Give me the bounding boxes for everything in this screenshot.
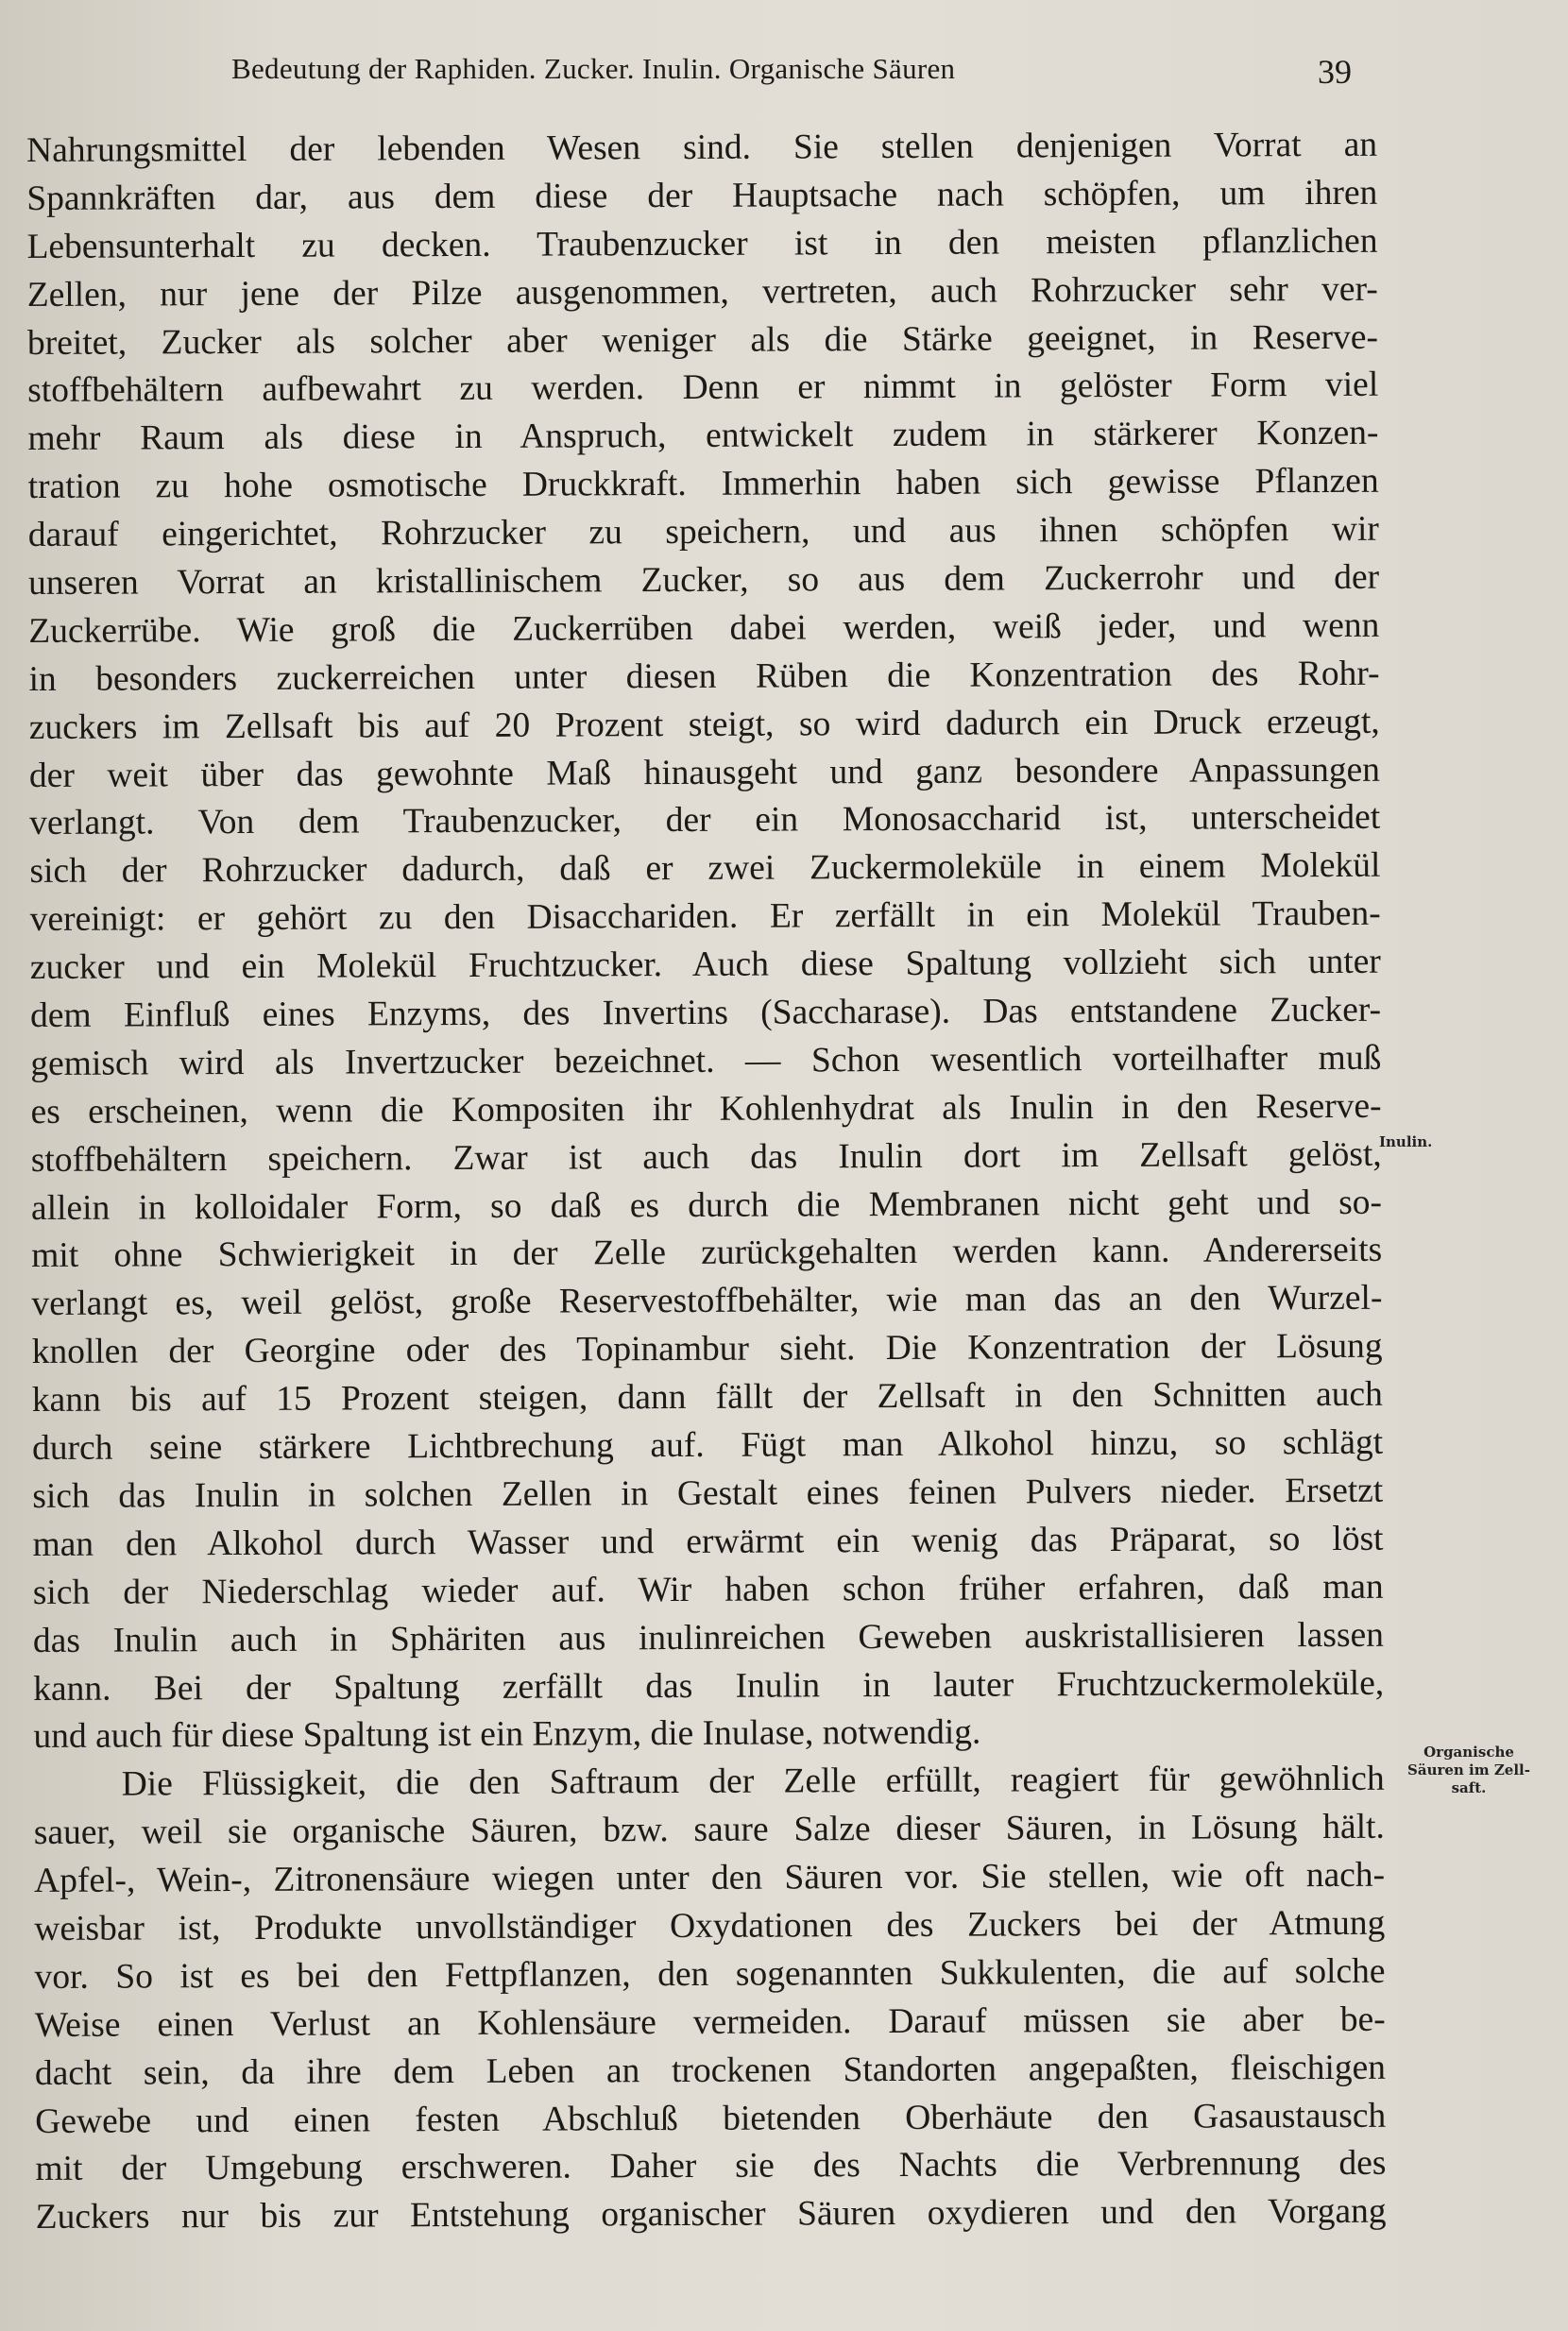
text-line: und auch für diese Spaltung ist ein Enzym, die Inulase, notwendig. <box>33 1712 981 1757</box>
text-line: dacht sein, da ihre dem Leben an trockenen Standorten angepaßten, fleischigen <box>34 2048 1387 2093</box>
text-line: stoffbehältern speichern. Zwar ist auch das Inulin dort im Zellsaft gelöst, <box>30 1134 1382 1180</box>
text-line: stoffbehältern aufbewahrt zu werden. Denn er nimmt in gelöster Form viel <box>27 366 1379 411</box>
text-line: sich der Niederschlag wieder auf. Wir haben schon früher erfahren, daß man <box>32 1567 1384 1612</box>
text-line: Weise einen Verlust an Kohlensäure vermeiden. Darauf müssen sie aber be- <box>34 1999 1386 2045</box>
text-line: sich das Inulin in solchen Zellen in Gestalt eines feinen Pulvers nieder. Ersetzt <box>32 1471 1384 1516</box>
text-line: tration zu hohe osmotische Druckkraft. Immerhin haben sich gewisse Pflanzen <box>27 461 1379 507</box>
margin-note-line: Säuren im Zell- <box>1407 1761 1530 1778</box>
text-line: Die Flüssigkeit, die den Saftraum der Zelle erfüllt, reagiert für gewöhnlich <box>121 1760 1385 1804</box>
margin-note-line: saft. <box>1451 1779 1487 1796</box>
text-line: verlangt. Von dem Traubenzucker, der ein Monosaccharid ist, unterscheidet <box>29 798 1381 843</box>
text-line: es erscheinen, wenn die Kompositen ihr Kohlenhydrat als Inulin in den Reserve- <box>30 1086 1382 1131</box>
body-text <box>26 122 1387 2242</box>
text-line: durch seine stärkere Lichtbrechung auf. Fügt man Alkohol hinzu, so schlägt <box>32 1422 1384 1469</box>
text-line: vereinigt: er gehört zu den Disacchariden. Er zerfällt in ein Molekül Trauben- <box>29 894 1381 940</box>
page-number: 39 <box>1318 53 1352 91</box>
text-line: darauf eingerichtet, Rohrzucker zu speichern, und aus ihnen schöpfen wir <box>27 509 1379 555</box>
text-line: vor. So ist es bei den Fettpflanzen, den sogenannten Sukkulenten, die auf solche <box>34 1951 1386 1997</box>
text-line: man den Alkohol durch Wasser und erwärmt ein wenig das Präparat, so löst <box>32 1519 1384 1564</box>
text-line: zuckers im Zellsaft bis auf 20 Prozent steigt, so wird dadurch ein Druck erzeugt, <box>28 702 1380 747</box>
text-line: Spannkräften dar, aus dem diese der Hauptsache nach schöpfen, um ihren <box>26 173 1378 218</box>
text-line: in besonders zuckerreichen unter diesen Rüben die Konzentration des Rohr- <box>28 654 1380 699</box>
text-line: gemisch wird als Invertzucker bezeichnet. — Schon wesentlich vorteilhafter muß <box>30 1038 1382 1083</box>
text-line: Zuckers nur bis zur Entstehung organischer Säuren oxydieren und den Vorgang <box>35 2192 1387 2237</box>
text-line: unseren Vorrat an kristallinischem Zucker, so aus dem Zuckerrohr und der <box>28 557 1380 604</box>
text-line: kann. Bei der Spaltung zerfällt das Inulin in lauter Fruchtzuckermoleküle, <box>33 1663 1385 1709</box>
text-line: sich der Rohrzucker dadurch, daß er zwei Zuckermoleküle in einem Molekül <box>29 846 1381 892</box>
text-line: Zuckerrübe. Wie groß die Zuckerrüben dabei werden, weiß jeder, und wenn <box>28 605 1380 651</box>
running-head: Bedeutung der Raphiden. Zucker. Inulin. Organische Säuren <box>231 52 956 85</box>
text-line: der weit über das gewohnte Maß hinausgeht und ganz besondere Anpassungen <box>28 750 1381 795</box>
text-line: mit der Umgebung erschweren. Daher sie des Nachts die Verbrennung des <box>35 2144 1387 2189</box>
text-line: allein in kolloidaler Form, so daß es durch die Membranen nicht geht und so- <box>30 1183 1383 1228</box>
text-line: verlangt es, weil gelöst, große Reservestoffbehälter, wie man das an den Wurzel- <box>31 1279 1383 1324</box>
text-line: knollen der Georgine oder des Topinambur sieht. Die Konzentration der Lösung <box>31 1327 1383 1372</box>
text-line: mit ohne Schwierigkeit in der Zelle zurückgehalten werden kann. Andererseits <box>31 1231 1383 1276</box>
margin-note-line: Organische <box>1423 1744 1514 1761</box>
text-line: breitet, Zucker als solcher aber weniger als die Stärke geeignet, in Reserve- <box>26 317 1379 363</box>
text-line: Zellen, nur jene der Pilze ausgenommen, vertreten, auch Rohrzucker sehr ver- <box>26 269 1378 315</box>
text-line: Apfel-, Wein-, Zitronensäure wiegen unter den Säuren vor. Sie stellen, wie oft nach- <box>34 1855 1386 1901</box>
text-line: kann bis auf 15 Prozent steigen, dann fällt der Zellsaft in den Schnitten auch <box>31 1374 1383 1421</box>
text-line: dem Einfluß eines Enzyms, des Invertins (Saccharase). Das entstandene Zucker- <box>30 990 1382 1036</box>
margin-note-inulin: Inulin. <box>1379 1133 1433 1150</box>
text-line: Lebensunterhalt zu decken. Traubenzucker ist in den meisten pflanzlichen <box>26 221 1378 266</box>
text-line: weisbar ist, Produkte unvollständiger Oxydationen des Zuckers bei der Atmung <box>34 1903 1386 1948</box>
text-line: sauer, weil sie organische Säuren, bzw. saure Salze dieser Säuren, in Lösung hält. <box>33 1807 1385 1853</box>
text-line: das Inulin auch in Sphäriten aus inulinreichen Geweben auskristallisieren lassen <box>32 1615 1385 1660</box>
text-line: Gewebe und einen festen Abschluß bietenden Oberhäute den Gasaustausch <box>35 2096 1387 2141</box>
text-line: zucker und ein Molekül Fruchtzucker. Auch diese Spaltung vollzieht sich unter <box>29 942 1381 988</box>
margin-note-saeuren <box>1381 1744 1557 1797</box>
text-line: Nahrungsmittel der lebenden Wesen sind. Sie stellen denjenigen Vorrat an <box>26 125 1378 170</box>
text-line: mehr Raum als diese in Anspruch, entwickelt zudem in stärkerer Konzen- <box>27 414 1379 459</box>
